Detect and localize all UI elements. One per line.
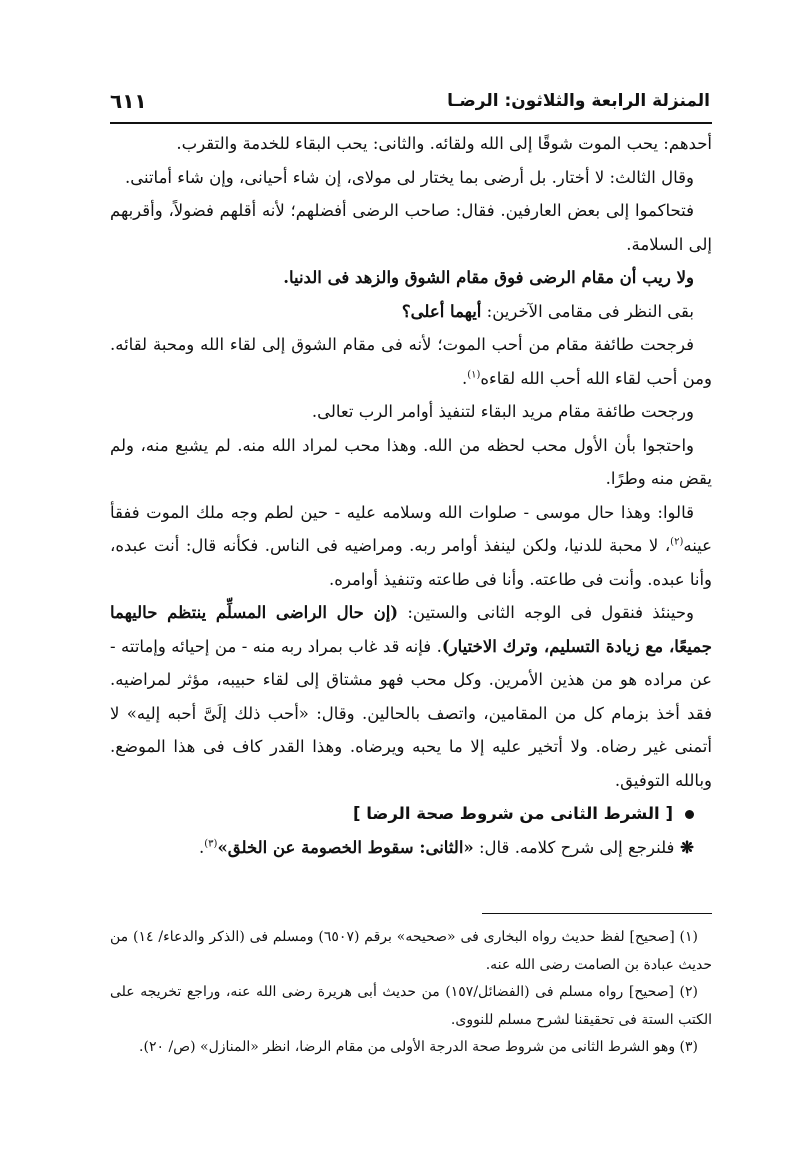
paragraph-11-text: فلنرجع إلى شرح كلامه. قال: bbox=[478, 837, 675, 857]
footnote-ref-1[interactable]: (١) bbox=[467, 369, 481, 380]
paragraph-1-text: أحدهم: يحب الموت شوقًا إلى الله ولقائه. والثانى: يحب البقاء للخدمة والتقرب. bbox=[176, 134, 712, 153]
paragraph-9 bbox=[110, 496, 712, 597]
paragraph-2-text: وقال الثالث: لا أختار. بل أرضى بما يختار لى مولاى، إن شاء أحيانى، وإن شاء أماتنى. bbox=[124, 167, 694, 187]
footnote-1: (١) [صحيح] لفظ حديث رواه البخارى فى «صحيحه» برقم (٦٥٠٧) ومسلم فى (الذكر والدعاء/ ١٤) من حديث عبادة بن الصامت رضى الله عنه. bbox=[110, 929, 712, 973]
paragraph-10-text-a: وحينئذ فنقول فى الوجه الثانى والستين: bbox=[407, 603, 695, 622]
paragraph-8-text: واحتجوا بأن الأول محب لحظه من الله. وهذا محب لمراد الله منه. لم يشبع منه، ولم يقض منه وطرًا. bbox=[110, 435, 712, 488]
paragraph-7 bbox=[110, 395, 712, 429]
footnotes bbox=[110, 924, 712, 1062]
footnote-ref-2[interactable]: (٢) bbox=[670, 536, 684, 548]
paragraph-1 bbox=[110, 127, 712, 161]
section-heading-text: [ الشرط الثانى من شروط صحة الرضا ] bbox=[352, 804, 673, 823]
paragraph-6-end: . bbox=[461, 368, 468, 388]
paragraph-4 bbox=[110, 261, 712, 295]
chapter-title: المنزلة الرابعة والثلاثون: الرضـا bbox=[447, 91, 710, 111]
paragraph-10-emphasis: (إن حال الراضى المسلِّم ينتظم حاليهما جميعًا، مع زيادة التسليم، وترك الاختيار) bbox=[110, 603, 712, 656]
paragraph-6 bbox=[110, 328, 712, 395]
running-header bbox=[110, 86, 710, 116]
paragraph-2 bbox=[110, 161, 712, 195]
paragraph-10-text-b: . فإنه قد غاب بمراد ربه منه - من إحيائه وإماتته - عن مراده هو من هذين الأمرين. وكل محب فهو مشتاق إلى لقاء حبيبه، مؤثر لمراضيه. فقد أخذ بزمام كل من المقامين، واتصف بالحالين. وقال: «أحب ذلك إلَىَّ أحبه إليه» لا أتمنى غير رضاه. ولا أتخير عليه إلا ما يحبه ويرضاه. وهذا القدر كاف فى هذا الموضع. وبالله التوفيق. bbox=[110, 636, 712, 790]
paragraph-5-text: بقى النظر فى مقامى الآخرين: bbox=[486, 301, 694, 321]
body-text bbox=[110, 127, 712, 864]
header-rule bbox=[110, 122, 712, 124]
paragraph-3 bbox=[110, 194, 712, 261]
paragraph-9-text-b: ، لا محبة للدنيا، ولكن لينفذ أوامر ربه. ومراضيه فى الناس. فكأنه قال: أنت عبده، وأنا عبده. وأنت فى طاعته. وأنا فى طاعته وتنفيذ أوامره. bbox=[110, 536, 712, 589]
footnote-2: (٢) [صحيح] رواه مسلم فى (الفضائل/١٥٧) من حديث أبى هريرة رضى الله عنه، وراجع تخريجه على الكتب الستة فى تحقيقنا لشرح مسلم للنووى. bbox=[110, 984, 712, 1028]
asterisk-icon: ❋ bbox=[674, 837, 694, 857]
paragraph-5 bbox=[110, 295, 712, 329]
paragraph-4-text: ولا ريب أن مقام الرضى فوق مقام الشوق والزهد فى الدنيا. bbox=[283, 268, 694, 287]
paragraph-5-question: أيهما أعلى؟ bbox=[401, 301, 482, 321]
paragraph-11-end: . bbox=[199, 837, 205, 857]
footnote-3: (٣) وهو الشرط الثانى من شروط صحة الدرجة الأولى من مقام الرضا، انظر «المنازل» (ص/ ٢٠). bbox=[139, 1039, 698, 1055]
footnote-ref-3[interactable]: (٣) bbox=[204, 838, 218, 849]
section-heading bbox=[110, 797, 712, 831]
page-number: ٦١١ bbox=[110, 89, 147, 113]
paragraph-7-text: ورجحت طائفة مقام مريد البقاء لتنفيذ أوامر الرب تعالى. bbox=[311, 402, 694, 421]
paragraph-9-text-a: قالوا: وهذا حال موسى - صلوات الله وسلامه عليه - حين لطم وجه ملك الموت ففقأ عينه bbox=[110, 502, 712, 555]
paragraph-6-text: فرجحت طائفة مقام من أحب الموت؛ لأنه فى مقام الشوق إلى لقاء الله ومحبة لقائه. ومن أحب لقاء الله أحب الله لقاءه bbox=[110, 335, 712, 388]
bullet-icon bbox=[685, 810, 694, 819]
paragraph-11 bbox=[110, 831, 712, 865]
paragraph-8 bbox=[110, 429, 712, 496]
paragraph-3-text: فتحاكموا إلى بعض العارفين. فقال: صاحب الرضى أفضلهم؛ لأنه أقلهم فضولاً، وأقربهم إلى السلامة. bbox=[110, 201, 712, 254]
paragraph-10 bbox=[110, 596, 712, 797]
paragraph-11-quote: «الثانى: سقوط الخصومة عن الخلق» bbox=[217, 837, 474, 857]
footnote-rule bbox=[482, 913, 712, 914]
